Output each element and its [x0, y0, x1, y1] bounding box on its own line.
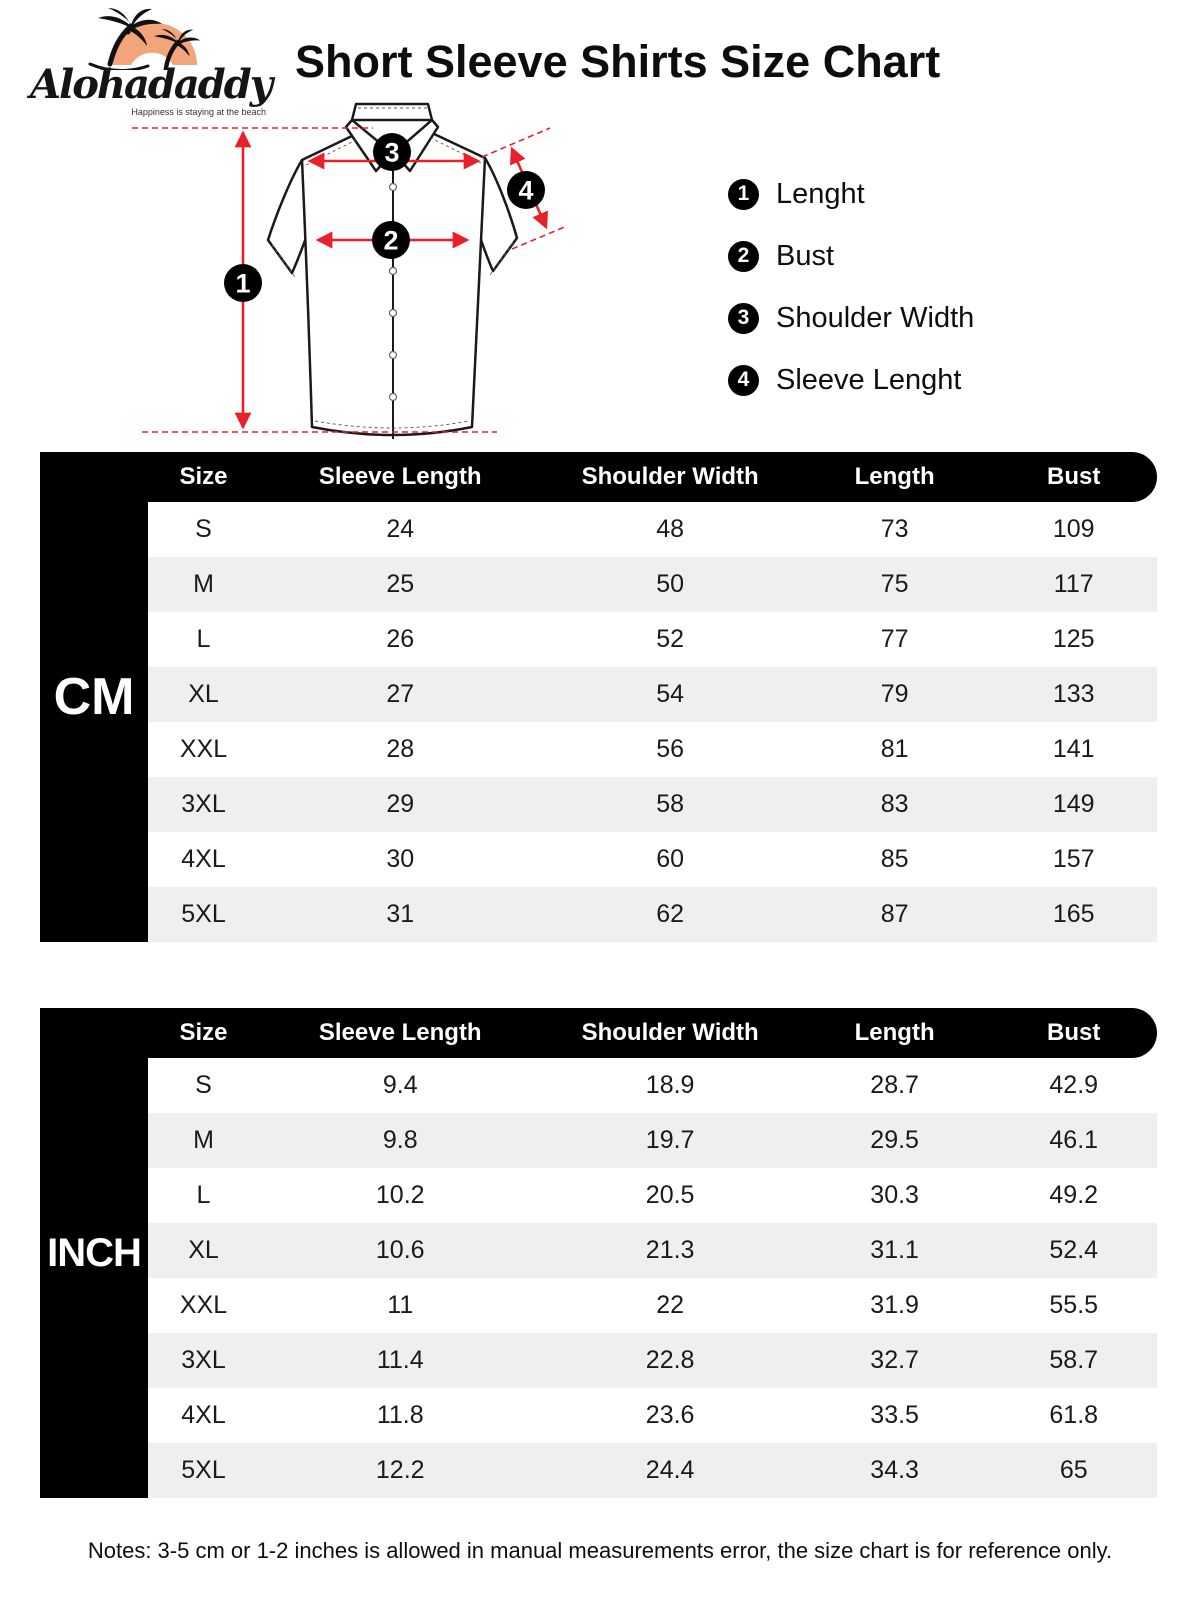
legend-badge-2: 2: [728, 241, 759, 272]
value-cell: 52: [656, 625, 685, 653]
value-cell: 11.4: [376, 1346, 424, 1374]
value-cell: 31.9: [870, 1291, 919, 1319]
value-cell: 109: [1052, 515, 1095, 543]
value-cell: 165: [1052, 900, 1095, 928]
value-cell: 20.5: [645, 1181, 695, 1209]
size-cell: 3XL: [181, 1346, 226, 1374]
column-header-shoulder-width: Shoulder Width: [581, 463, 759, 490]
value-cell: 58.7: [1049, 1346, 1099, 1374]
value-cell: 31.1: [870, 1236, 919, 1264]
value-cell: 11.8: [376, 1401, 424, 1429]
shirt-measurement-diagram: [120, 95, 680, 445]
value-cell: 42.9: [1049, 1071, 1099, 1099]
size-row-xxl: [148, 722, 1157, 777]
legend-label-length: Lenght: [776, 177, 865, 210]
size-row-4xl: [148, 832, 1157, 887]
legend-label-shoulder-width: Shoulder Width: [776, 301, 975, 334]
value-cell: 10.6: [375, 1236, 425, 1264]
size-row-xxl: [148, 1278, 1157, 1333]
value-cell: 23.6: [645, 1401, 695, 1429]
value-cell: 27: [386, 680, 415, 708]
size-cell: XXL: [179, 1291, 228, 1319]
value-cell: 79: [880, 680, 909, 708]
unit-text: CM: [53, 668, 135, 726]
column-header-bust: Bust: [1047, 463, 1101, 490]
size-cell: 5XL: [181, 900, 226, 928]
value-cell: 31: [386, 900, 415, 928]
legend-badge-4: 4: [728, 365, 759, 396]
value-cell: 61.8: [1049, 1401, 1099, 1429]
value-cell: 34.3: [870, 1456, 919, 1484]
value-cell: 133: [1052, 680, 1095, 708]
size-cell: M: [193, 570, 214, 598]
value-cell: 81: [880, 735, 909, 763]
size-cell: 3XL: [181, 790, 226, 818]
size-cell: 4XL: [181, 1401, 226, 1429]
value-cell: 56: [656, 735, 685, 763]
size-cell: M: [193, 1126, 214, 1154]
value-cell: 26: [386, 625, 415, 653]
value-cell: 24: [386, 515, 415, 543]
value-cell: 30.3: [870, 1181, 919, 1209]
size-row-5xl: [148, 887, 1157, 942]
value-cell: 22.8: [645, 1346, 695, 1374]
value-cell: 18.9: [645, 1071, 695, 1099]
value-cell: 46.1: [1049, 1126, 1099, 1154]
size-row-l: [148, 612, 1157, 667]
value-cell: 48: [656, 515, 685, 543]
size-cell: L: [196, 625, 211, 653]
column-header-sleeve-length: Sleeve Length: [318, 1019, 482, 1046]
badge-1: 1: [235, 268, 251, 299]
inch-table-header: [40, 1008, 1157, 1058]
legend-label-bust: Bust: [776, 239, 835, 272]
value-cell: 87: [880, 900, 909, 928]
value-cell: 9.8: [382, 1126, 418, 1154]
value-cell: 58: [656, 790, 685, 818]
size-row-3xl: [148, 777, 1157, 832]
column-header-shoulder-width: Shoulder Width: [581, 1019, 759, 1046]
size-cell: XL: [188, 680, 219, 708]
cm-table-header: [40, 452, 1157, 502]
inch-size-table: [40, 1008, 1157, 1498]
value-cell: 11: [387, 1291, 414, 1319]
badge-2: 2: [383, 225, 399, 256]
value-cell: 10.2: [375, 1181, 425, 1209]
unit-text: INCH: [47, 1230, 141, 1275]
column-header-sleeve-length: Sleeve Length: [318, 463, 482, 490]
unit-label-cm: [40, 452, 148, 942]
badge-3: 3: [384, 137, 400, 168]
value-cell: 25: [386, 570, 415, 598]
value-cell: 9.4: [382, 1071, 418, 1099]
size-cell: S: [195, 515, 212, 543]
value-cell: 29: [386, 790, 415, 818]
size-row-3xl: [148, 1333, 1157, 1388]
value-cell: 29.5: [870, 1126, 919, 1154]
measurement-legend: [728, 178, 974, 426]
value-cell: 12.2: [375, 1456, 425, 1484]
value-cell: 19.7: [645, 1126, 695, 1154]
value-cell: 32.7: [870, 1346, 919, 1374]
column-header-bust: Bust: [1047, 1019, 1101, 1046]
value-cell: 157: [1052, 845, 1095, 873]
badge-4: 4: [518, 175, 534, 206]
size-row-l: [148, 1168, 1157, 1223]
size-row-xl: [148, 1223, 1157, 1278]
column-header-size: Size: [179, 463, 228, 490]
unit-label-inch: [40, 1008, 148, 1498]
size-row-s: [148, 1058, 1157, 1113]
value-cell: 55.5: [1049, 1291, 1099, 1319]
size-cell: L: [196, 1181, 211, 1209]
brand-tagline: Happiness is staying at the beach: [131, 107, 266, 117]
legend-item-sleeve-length: [728, 364, 974, 396]
size-cell: XL: [188, 1236, 219, 1264]
column-header-length: Length: [854, 1019, 935, 1046]
legend-item-shoulder-width: [728, 302, 974, 334]
value-cell: 30: [386, 845, 415, 873]
value-cell: 85: [880, 845, 909, 873]
brand-name: Alohadaddy: [30, 61, 271, 108]
legend-label-sleeve-length: Sleeve Lenght: [776, 363, 962, 396]
size-row-m: [148, 557, 1157, 612]
size-cell: 5XL: [181, 1456, 226, 1484]
size-cell: 4XL: [181, 845, 226, 873]
value-cell: 33.5: [870, 1401, 919, 1429]
value-cell: 49.2: [1049, 1181, 1099, 1209]
legend-item-bust: [728, 240, 974, 272]
size-row-5xl: [148, 1443, 1157, 1498]
value-cell: 28: [386, 735, 415, 763]
value-cell: 77: [880, 625, 909, 653]
value-cell: 125: [1052, 625, 1095, 653]
cm-size-table: [40, 452, 1157, 942]
size-row-m: [148, 1113, 1157, 1168]
legend-item-length: [728, 178, 974, 210]
value-cell: 62: [656, 900, 685, 928]
inch-table-body: [148, 1058, 1157, 1498]
value-cell: 52.4: [1049, 1236, 1099, 1264]
value-cell: 141: [1052, 735, 1095, 763]
value-cell: 24.4: [645, 1456, 695, 1484]
size-row-4xl: [148, 1388, 1157, 1443]
value-cell: 117: [1053, 570, 1094, 598]
legend-badge-1: 1: [728, 179, 759, 210]
value-cell: 75: [880, 570, 909, 598]
value-cell: 22: [656, 1291, 685, 1319]
value-cell: 21.3: [645, 1236, 695, 1264]
size-row-xl: [148, 667, 1157, 722]
cm-table-body: [148, 502, 1157, 942]
value-cell: 50: [656, 570, 685, 598]
notes-text: Notes: 3-5 cm or 1-2 inches is allowed in manual measurements error, the size chart is for reference only.: [87, 1538, 1113, 1563]
value-cell: 65: [1059, 1456, 1088, 1484]
column-header-size: Size: [179, 1019, 228, 1046]
value-cell: 83: [880, 790, 909, 818]
value-cell: 28.7: [870, 1071, 919, 1099]
value-cell: 149: [1052, 790, 1095, 818]
page-title: Short Sleeve Shirts Size Chart: [295, 36, 941, 87]
size-cell: XXL: [179, 735, 228, 763]
value-cell: 54: [656, 680, 685, 708]
value-cell: 60: [656, 845, 685, 873]
size-row-s: [148, 502, 1157, 557]
column-header-length: Length: [854, 463, 935, 490]
legend-badge-3: 3: [728, 303, 759, 334]
size-cell: S: [195, 1071, 212, 1099]
value-cell: 73: [880, 515, 909, 543]
